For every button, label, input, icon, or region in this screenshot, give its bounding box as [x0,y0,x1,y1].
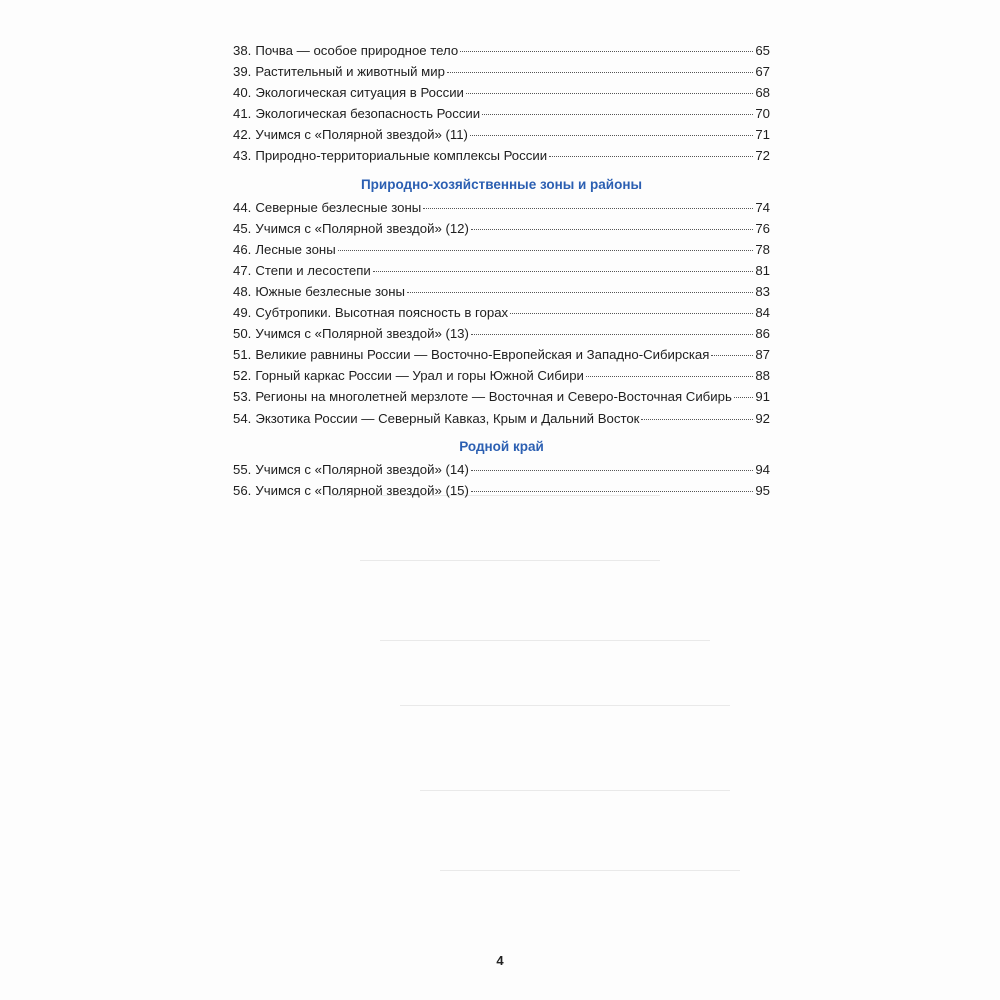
entry-title: Северные безлесные зоны [255,199,422,215]
bleed-through-line [360,560,660,561]
toc-entry[interactable] [233,411,770,432]
entry-number: 45. [233,220,252,236]
entry-page: 92 [755,410,770,426]
entry-title: Учимся с «Полярной звездой» (13) [255,326,469,342]
entry-title: Регионы на многолетней мерзлоте — Восточная и Северо-Восточная Сибирь [255,389,732,405]
entry-number: 41. [233,106,252,122]
entry-number: 50. [233,326,252,342]
entry-page: 91 [755,389,770,405]
entry-page: 78 [755,241,770,257]
entry-page: 71 [755,127,770,143]
entry-number: 46. [233,241,252,257]
bleed-through-line [380,640,710,641]
dot-leader [471,334,753,335]
entry-title: Экологическая безопасность России [255,106,481,122]
toc-group-1 [233,43,770,170]
entry-title: Южные безлесные зоны [255,283,405,299]
entry-page: 86 [755,326,770,342]
entry-title: Учимся с «Полярной звездой» (14) [255,461,469,477]
entry-number: 52. [233,368,252,384]
entry-page: 94 [755,461,770,477]
bleed-through-line [400,705,730,706]
entry-page: 72 [755,148,770,164]
entry-title: Горный каркас России — Урал и горы Южной Сибири [255,368,584,384]
page-number: 4 [496,953,504,968]
dot-leader [641,419,753,420]
entry-title: Почва — особое природное тело [255,43,459,58]
toc-entry[interactable] [233,368,770,389]
dot-leader [482,114,753,115]
dot-leader [471,470,753,471]
entry-number: 48. [233,283,252,299]
entry-page: 81 [755,262,770,278]
entry-number: 56. [233,482,252,498]
toc-entry[interactable] [233,263,770,284]
toc-entry[interactable] [233,284,770,305]
toc-entry[interactable] [233,85,770,106]
bleed-through-line [420,790,730,791]
toc-entry[interactable] [233,462,770,483]
entry-title: Степи и лесостепи [255,262,371,278]
entry-page: 74 [755,199,770,215]
dot-leader [407,292,753,293]
entry-page: 95 [755,482,770,498]
dot-leader [510,313,753,314]
entry-page: 67 [755,64,770,80]
toc-entry[interactable] [233,347,770,368]
toc-entry[interactable] [233,326,770,347]
dot-leader [460,51,753,52]
toc-entry[interactable] [233,148,770,169]
entry-title: Учимся с «Полярной звездой» (11) [255,127,468,143]
dot-leader [586,376,753,377]
toc-entry[interactable] [233,43,770,64]
entry-title: Великие равнины России — Восточно-Европейская и Западно-Сибирская [255,347,710,363]
toc-entry[interactable] [233,242,770,263]
bleed-through-line [440,870,740,871]
entry-page: 84 [755,305,770,321]
entry-title: Растительный и животный мир [255,64,445,80]
entry-number: 38. [233,43,252,58]
dot-leader [447,72,753,73]
section-heading-zones: Природно-хозяйственные зоны и районы [360,176,643,192]
entry-page: 65 [755,43,770,58]
dot-leader [466,93,753,94]
dot-leader [423,208,753,209]
entry-title: Учимся с «Полярной звездой» (15) [255,482,469,498]
entry-number: 53. [233,389,252,405]
dot-leader [734,397,754,398]
entry-page: 70 [755,106,770,122]
entry-page: 68 [755,85,770,101]
entry-page: 87 [755,347,770,363]
dot-leader [711,355,753,356]
entry-number: 43. [233,148,252,164]
entry-title: Экологическая ситуация в России [255,85,464,101]
entry-number: 44. [233,199,252,215]
entry-page: 83 [755,283,770,299]
dot-leader [470,135,753,136]
toc-group-2 [233,200,770,432]
toc-entry[interactable] [233,106,770,127]
entry-title: Экзотика России — Северный Кавказ, Крым и Дальний Восток [255,410,640,426]
entry-number: 39. [233,64,252,80]
toc-entry[interactable] [233,389,770,410]
entry-number: 55. [233,461,252,477]
entry-number: 40. [233,85,252,101]
dot-leader [471,491,753,492]
entry-title: Природно-территориальные комплексы России [255,148,548,164]
dot-leader [338,250,754,251]
entry-number: 42. [233,127,252,143]
entry-page: 76 [755,220,770,236]
table-of-contents [233,43,770,504]
toc-entry[interactable] [233,221,770,242]
toc-entry[interactable] [233,127,770,148]
entry-number: 49. [233,305,252,321]
toc-entry[interactable] [233,200,770,221]
entry-title: Лесные зоны [255,241,336,257]
dot-leader [373,271,754,272]
toc-entry[interactable] [233,64,770,85]
entry-number: 54. [233,410,252,426]
toc-group-3 [233,462,770,504]
entry-number: 51. [233,347,252,363]
toc-entry[interactable] [233,305,770,326]
toc-entry[interactable] [233,483,770,504]
section-heading-home-region: Родной край [459,438,544,454]
entry-title: Субтропики. Высотная поясность в горах [255,305,509,321]
entry-title: Учимся с «Полярной звездой» (12) [255,220,469,236]
dot-leader [471,229,753,230]
entry-page: 88 [755,368,770,384]
dot-leader [549,156,753,157]
entry-number: 47. [233,262,252,278]
